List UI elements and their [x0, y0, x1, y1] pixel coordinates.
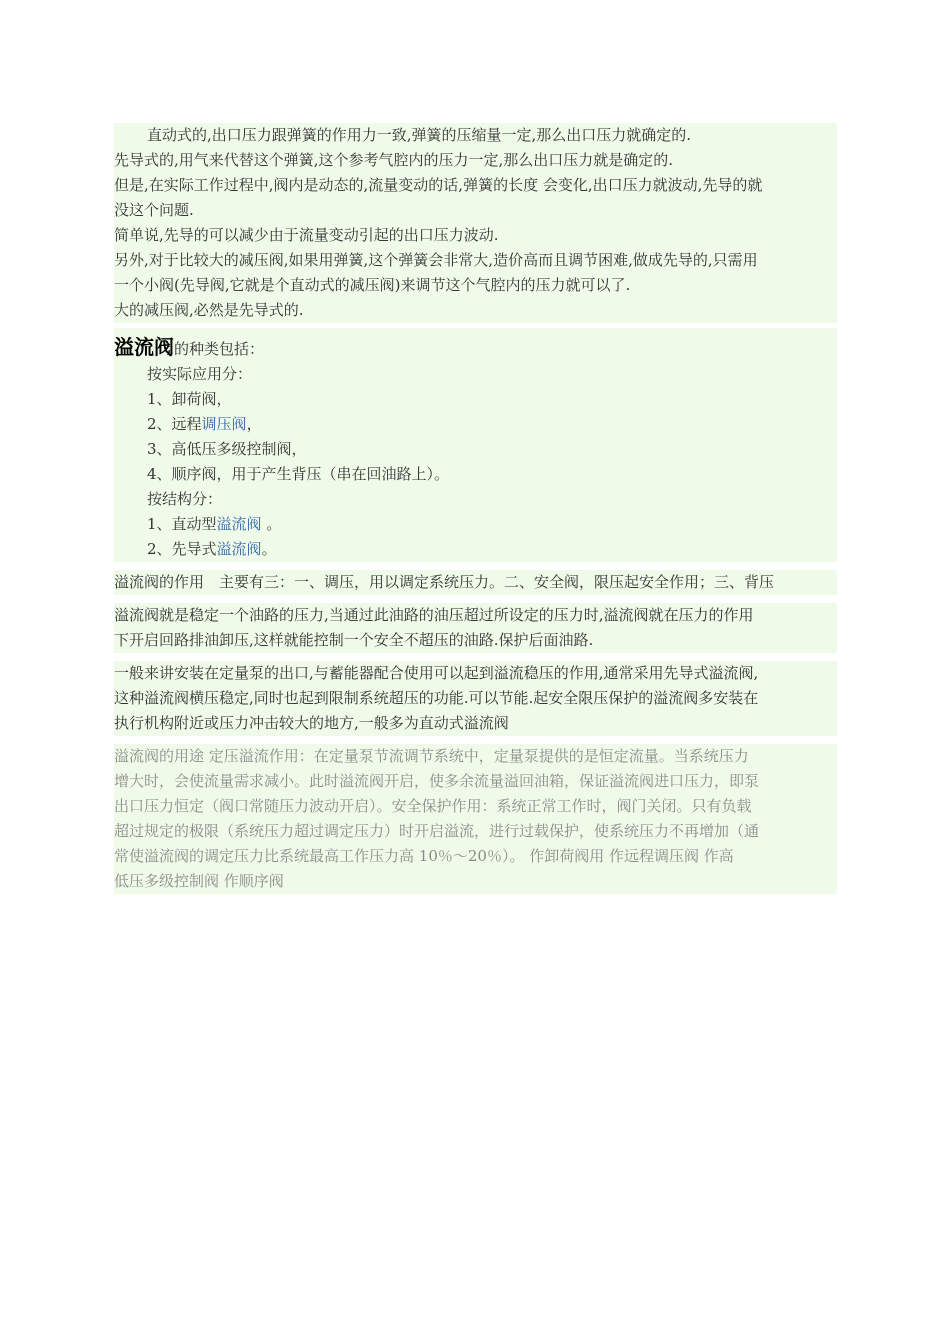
section-relief-valve-uses [114, 744, 837, 894]
spacer [114, 653, 837, 661]
spacer [114, 562, 837, 570]
category-label: 按结构分： [147, 490, 223, 508]
paragraph-line: 另外,对于比较大的减压阀,如果用弹簧,这个弹簧会非常大,造价高而且调节困难,做成先导的,只需用 [114, 251, 758, 269]
paragraph-line: 溢流阀就是稳定一个油路的压力,当通过此油路的油压超过所设定的压力时,溢流阀就在压力的作用 [114, 606, 754, 624]
paragraph-line: 一个小阀(先导阀,它就是个直动式的减压阀)来调节这个气腔内的压力就可以了. [114, 276, 631, 294]
category-label: 按实际应用分： [147, 365, 253, 383]
list-item: 1、卸荷阀， [147, 390, 232, 408]
list-item [114, 512, 837, 537]
section-heading [114, 328, 837, 362]
spacer [114, 736, 837, 744]
paragraph-line: 低压多级控制阀 作顺序阀 [114, 872, 284, 890]
list-item-text: 。 [261, 515, 282, 533]
list-item [114, 537, 837, 562]
section-relief-valve-installation [114, 661, 837, 736]
paragraph-line: 超过规定的极限（系统压力超过调定压力）时开启溢流，进行过载保护，使系统压力不再增加（通 [114, 822, 760, 840]
paragraph-line: 溢流阀的用途 定压溢流作用：在定量泵节流调节系统中，定量泵提供的是恒定流量。当系统压力 [114, 747, 749, 765]
document-page [114, 123, 837, 894]
section-relief-valve-types [114, 328, 837, 562]
pressure-regulating-valve-link[interactable]: 调压阀 [201, 415, 247, 433]
paragraph-line: 下开启回路排油卸压,这样就能控制一个安全不超压的油路.保护后面油路. [114, 631, 594, 649]
list-item: 3、高低压多级控制阀， [147, 440, 307, 458]
paragraph-line: 直动式的,出口压力跟弹簧的作用力一致,弹簧的压缩量一定,那么出口压力就确定的. [147, 126, 692, 144]
paragraph-line: 溢流阀的作用 主要有三：一、调压，用以调定系统压力。二、安全阀，限压起安全作用；三、背压 [114, 573, 775, 591]
relief-valve-link[interactable]: 溢流阀 [216, 515, 262, 533]
section-relief-valve-function [114, 570, 837, 595]
list-item-text: 2、先导式 [147, 540, 217, 558]
paragraph-line: 这种溢流阀横压稳定,同时也起到限制系统超压的功能.可以节能.起安全限压保护的溢流阀多安装在 [114, 689, 759, 707]
relief-valve-link[interactable]: 溢流阀 [216, 540, 262, 558]
list-item [114, 412, 837, 437]
paragraph-line: 一般来讲安装在定量泵的出口,与蓄能器配合使用可以起到溢流稳压的作用,通常采用先导式溢流阀, [114, 664, 759, 682]
spacer [114, 595, 837, 603]
paragraph-line: 大的减压阀,必然是先导式的. [114, 301, 304, 319]
paragraph-line: 增大时，会使流量需求减小。此时溢流阀开启，使多余流量溢回油箱，保证溢流阀进口压力，即泵 [114, 772, 760, 790]
paragraph-line: 简单说,先导的可以减少由于流量变动引起的出口压力波动. [114, 226, 499, 244]
list-item-text: ， [246, 415, 262, 433]
heading-text: 的种类包括： [174, 340, 265, 358]
paragraph-line: 出口压力恒定（阀口常随压力波动开启）。安全保护作用：系统正常工作时，阀门关闭。只有负载 [114, 797, 752, 815]
list-item-text: 2、远程 [147, 415, 202, 433]
paragraph-line: 常使溢流阀的调定压力比系统最高工作压力高 10％～20％）。 作卸荷阀用 作远程调压阀 作高 [114, 847, 734, 865]
paragraph-line: 执行机构附近或压力冲击较大的地方,一般多为直动式溢流阀 [114, 714, 509, 732]
paragraph-line: 先导式的,用气来代替这个弹簧,这个参考气腔内的压力一定,那么出口压力就是确定的. [114, 151, 674, 169]
paragraph-line: 没这个问题. [114, 201, 194, 219]
section-relief-valve-definition [114, 603, 837, 653]
list-item-text: 1、直动型 [147, 515, 217, 533]
heading-keyword: 溢流阀 [114, 335, 174, 359]
paragraph-line: 但是,在实际工作过程中,阀内是动态的,流量变动的话,弹簧的长度 会变化,出口压力就波动,先导的就 [114, 176, 763, 194]
list-item: 4、顺序阀，用于产生背压（串在回油路上）。 [147, 465, 450, 483]
list-item-text: 。 [261, 540, 277, 558]
section-pressure-reducing [114, 123, 837, 323]
